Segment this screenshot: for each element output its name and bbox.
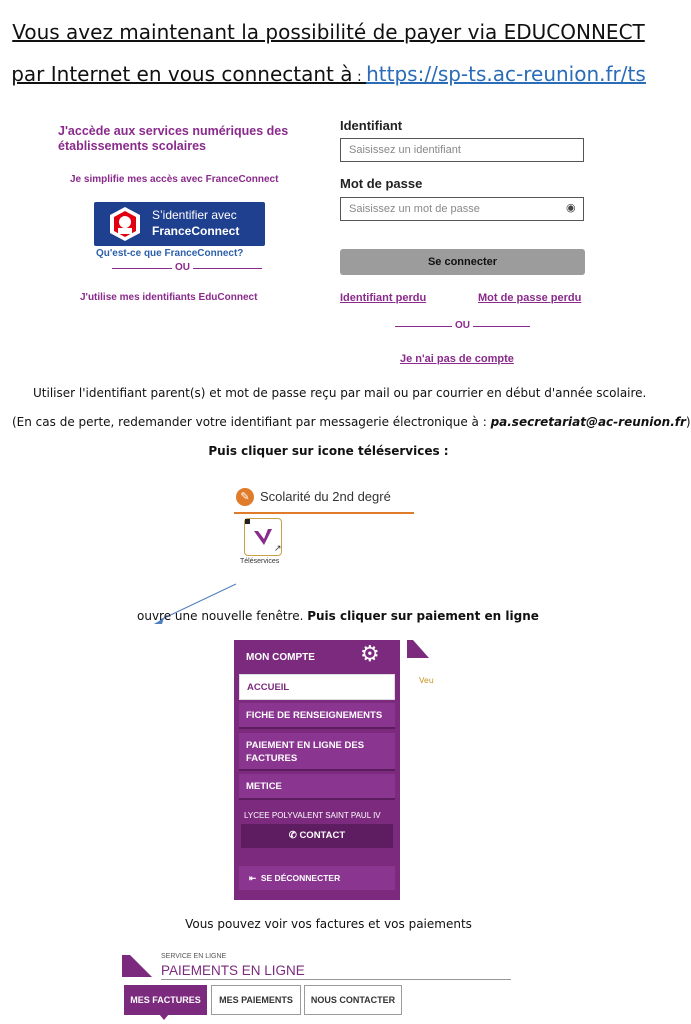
- franceconnect-intro: Je simplifie mes accès avec FranceConnect: [70, 174, 279, 185]
- side-text: Veu: [419, 676, 434, 685]
- instruction-lost-id-close: ): [685, 415, 691, 429]
- service-label: SERVICE EN LIGNE: [161, 953, 227, 960]
- instruction-click-payment-prefix: ouvre une nouvelle fenêtre.: [137, 609, 308, 623]
- logout-icon: ⇤: [249, 873, 257, 883]
- franceconnect-button-line1: S’identifier avec: [152, 208, 237, 222]
- instruction-lost-id: [12, 415, 691, 429]
- menu-item-fiche[interactable]: FICHE DE RENSEIGNEMENTS: [239, 703, 395, 729]
- title-line-1: Vous avez maintenant la possibilité de payer via EDUCONNECT: [12, 20, 645, 44]
- logout-button[interactable]: [239, 866, 395, 890]
- menu-item-metice[interactable]: METICE: [239, 774, 395, 800]
- title-line-2: [0, 62, 657, 86]
- identifiant-label: Identifiant: [340, 118, 403, 133]
- payments-title: PAIEMENTS EN LIGNE: [161, 963, 305, 978]
- no-account-link[interactable]: Je n'ai pas de compte: [400, 353, 514, 365]
- or-separator-right: OU: [452, 320, 473, 331]
- brand-logo-icon: [407, 640, 429, 662]
- contact-label: CONTACT: [299, 830, 346, 841]
- secretariat-email: pa.secretariat@ac-reunion.fr: [490, 415, 686, 429]
- tab-nous-contacter[interactable]: NOUS CONTACTER: [304, 985, 402, 1015]
- instruction-view-invoices: Vous pouvez voir vos factures et vos paiements: [185, 917, 472, 931]
- instruction-credentials: Utiliser l'identifiant parent(s) et mot de passe reçu par mail ou par courrier en début d'année scolaire.: [33, 386, 647, 400]
- instruction-click-payment-bold: Puis cliquer sur paiement en ligne: [307, 609, 539, 623]
- title-line-2-text: par Internet en vous connectant à: [11, 62, 353, 86]
- password-label: Mot de passe: [340, 176, 423, 191]
- payments-logo-icon: [122, 955, 152, 979]
- edit-pencil-icon: ✎: [236, 488, 254, 506]
- tab-mes-paiements[interactable]: MES PAIEMENTS: [211, 985, 301, 1015]
- teleservices-label: Téléservices: [240, 558, 280, 565]
- active-tab-pointer: [159, 1014, 169, 1020]
- contact-button[interactable]: [241, 824, 393, 848]
- login-heading: J'accède aux services numériques des établissements scolaires: [58, 124, 289, 153]
- teleservices-panel: [234, 480, 414, 600]
- connect-button[interactable]: Se connecter: [340, 249, 585, 275]
- password-input[interactable]: Saisissez un mot de passe: [340, 197, 584, 221]
- forgot-password-link[interactable]: Mot de passe perdu: [478, 292, 582, 304]
- tab-mes-factures[interactable]: MES FACTURES: [124, 985, 207, 1015]
- franceconnect-button[interactable]: [94, 202, 265, 246]
- gear-icon[interactable]: ⚙: [360, 642, 380, 667]
- service-url-link[interactable]: https://sp-ts.ac-reunion.fr/ts: [366, 62, 646, 86]
- school-name: LYCEE POLYVALENT SAINT PAUL IV: [244, 811, 381, 820]
- menu-header: MON COMPTE: [246, 652, 315, 663]
- identifiant-input[interactable]: Saisissez un identifiant: [340, 138, 584, 162]
- franceconnect-logo-icon: [108, 206, 142, 242]
- instruction-lost-id-text: (En cas de perte, redemander votre identifiant par messagerie électronique à :: [12, 415, 491, 429]
- show-password-eye-icon[interactable]: ◉: [566, 201, 576, 214]
- phone-icon: ✆: [288, 830, 297, 841]
- menu-item-paiement[interactable]: PAIEMENT EN LIGNE DES FACTURES: [239, 733, 395, 771]
- menu-item-accueil[interactable]: ACCUEIL: [239, 674, 395, 700]
- instruction-click-payment: [137, 609, 539, 623]
- forgot-identifiant-link[interactable]: Identifiant perdu: [340, 292, 427, 304]
- franceconnect-help-link[interactable]: Qu'est-ce que FranceConnect?: [96, 248, 244, 259]
- franceconnect-button-line2: FranceConnect: [152, 224, 240, 238]
- title-separator: :: [352, 69, 367, 85]
- payments-header-line: [161, 979, 511, 980]
- or-separator-left: OU: [172, 262, 193, 273]
- instruction-click-teleservices: Puis cliquer sur icone téléservices :: [208, 444, 449, 458]
- external-link-icon: ↗: [274, 544, 282, 554]
- section-underline: [234, 512, 414, 514]
- educonnect-label: J'utilise mes identifiants EduConnect: [80, 292, 258, 303]
- logout-label: SE DÉCONNECTER: [260, 873, 341, 883]
- account-menu: [234, 640, 400, 900]
- section-title: Scolarité du 2nd degré: [260, 489, 391, 504]
